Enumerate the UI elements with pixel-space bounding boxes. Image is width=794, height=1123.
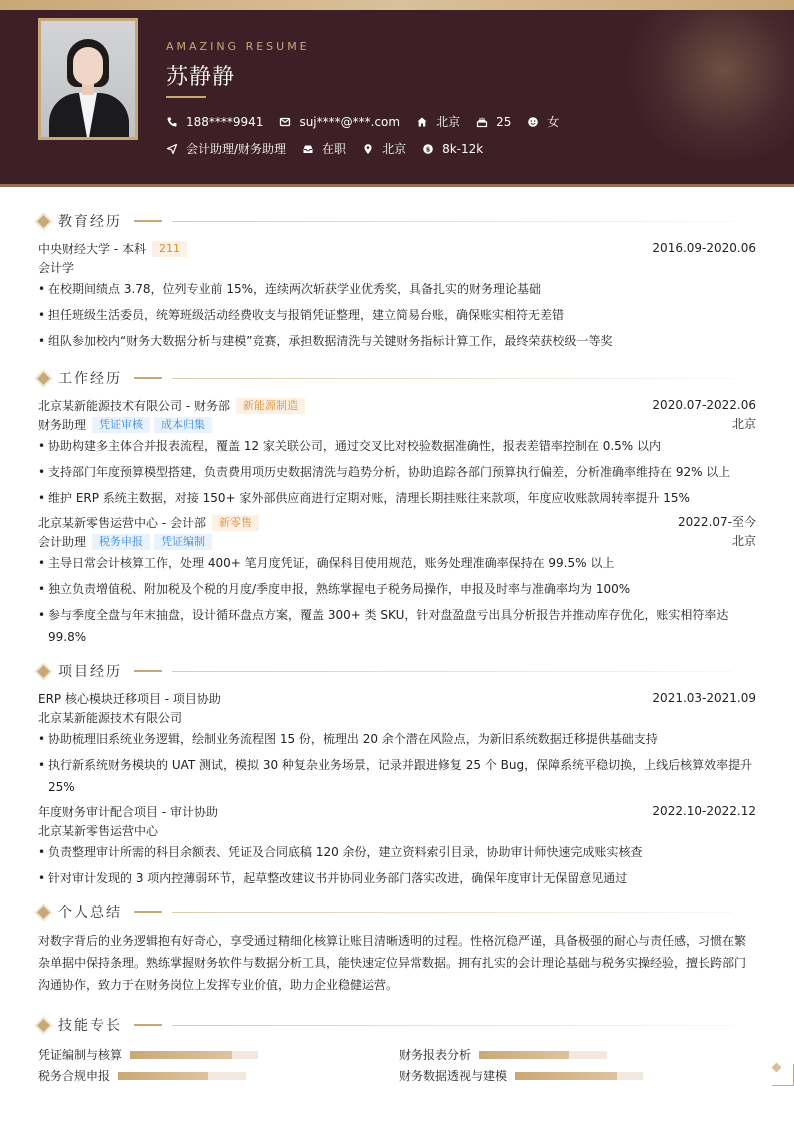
section-divider [172, 671, 732, 672]
diamond-icon [37, 372, 50, 385]
list-item: • 负责整理审计所需的科目余额表、凭证及合同底稿 120 余份，建立资料索引目录，协助审计师快速完成账实核查 [38, 841, 756, 863]
phone-icon [166, 116, 178, 128]
section-title: 教育经历 [58, 214, 122, 230]
list-item: • 针对审计发现的 3 项内控薄弱环节，起草整改建议书并协同业务部门落实改进，确保年度审计无保留意见通过 [38, 867, 756, 889]
top-accent-bar [0, 0, 794, 10]
project-header-row [38, 802, 756, 821]
section-title: 个人总结 [58, 905, 122, 921]
candidate-name: 苏静静 [166, 65, 236, 90]
diamond-icon [37, 665, 50, 678]
list-item: • 参与季度全盘与年末抽盘，设计循环盘点方案，覆盖 300+ 类 SKU，针对盘盈盘亏出具分析报告并推动库存优化，账实相符率达 99.8% [38, 604, 756, 648]
section-divider [172, 221, 732, 222]
gender-icon [527, 116, 539, 128]
skill-level-bar [130, 1051, 258, 1059]
project-header-row [38, 689, 756, 708]
list-item: • 维护 ERP 系统主数据，对接 150+ 家外部供应商进行定期对账，清理长期挂账往来款项，年度应收账款周转率提升 15% [38, 487, 756, 509]
skill-level-fill [515, 1072, 617, 1080]
project-org: 北京某新零售运营中心 [38, 824, 159, 838]
section-divider [172, 1025, 732, 1026]
job-role: 会计助理 [38, 535, 87, 549]
diamond-icon [37, 906, 50, 919]
contact-info-row [166, 113, 575, 130]
title-accent-line [134, 911, 162, 913]
title-accent-line [134, 377, 162, 379]
age-info [476, 115, 511, 129]
skill-tag: 凭证编制 [154, 534, 212, 550]
job-role-row [38, 532, 756, 551]
profile-photo [38, 18, 138, 140]
gender-info [527, 113, 559, 130]
job-header-row [38, 396, 756, 415]
gender-text: 女 [547, 115, 560, 129]
location-pin-icon [362, 143, 374, 155]
education-date: 2016.09-2020.06 [652, 241, 756, 255]
resume-kicker: AMAZING RESUME [166, 40, 310, 53]
header-bottom-line [0, 184, 794, 187]
project-name: 年度财务审计配合项目 - 审计协助 [38, 805, 218, 819]
target-city-info [362, 140, 406, 157]
job-date: 2020.07-2022.06 [652, 398, 756, 412]
work-section [38, 368, 756, 652]
home-icon [416, 116, 428, 128]
list-item: • 协助构建多主体合并报表流程，覆盖 12 家关联公司，通过交叉比对校验数据准确性，报表差错率控制在 0.5% 以内 [38, 435, 756, 457]
skills-section [38, 1015, 756, 1087]
hometown-info [416, 113, 460, 130]
skill-tag: 成本归集 [154, 417, 212, 433]
project-org-row [38, 821, 756, 840]
job-city: 北京 [731, 417, 756, 431]
skill-name: 财务报表分析 [399, 1048, 472, 1062]
major: 会计学 [38, 261, 75, 275]
phone-text: 188****9941 [186, 114, 264, 129]
salary-text: 8k-12k [442, 141, 484, 156]
mail-icon [279, 116, 291, 128]
phone-info [166, 115, 263, 129]
job-header-row [38, 513, 756, 532]
summary-section [38, 902, 756, 996]
skill-tag: 凭证审核 [92, 417, 150, 433]
skill-name: 凭证编制与核算 [38, 1048, 123, 1062]
section-header [38, 1015, 756, 1035]
industry-tag: 新能源制造 [236, 398, 305, 414]
salary-info [422, 142, 483, 156]
job-bullets [38, 552, 756, 648]
target-city-text: 北京 [382, 142, 407, 156]
skill-level-bar [515, 1072, 643, 1080]
list-item: • 在校期间绩点 3.78，位列专业前 15%，连续两次斩获学业优秀奖，具备扎实的财务理论基础 [38, 278, 756, 300]
email-text: suj****@***.com [299, 114, 401, 129]
target-position-info [166, 140, 286, 157]
title-accent-line [134, 670, 162, 672]
skill-item [38, 1046, 258, 1063]
list-item: • 协助梳理旧系统业务逻辑，绘制业务流程图 15 份，梳理出 20 余个潜在风险点，为新旧系统数据迁移提供基础支持 [38, 728, 756, 750]
svg-text:$: $ [425, 144, 431, 153]
target-position-text: 会计助理/财务助理 [186, 142, 287, 156]
age-text: 25 [496, 114, 512, 129]
job-status-text: 在职 [322, 142, 347, 156]
skill-tag: 税务申报 [92, 534, 150, 550]
job-intent-row [166, 140, 499, 157]
job-bullets [38, 435, 756, 509]
list-item: • 独立负责增值税、附加税及个税的月度/季度申报，熟练掌握电子税务局操作，申报及时率与准确率均为 100% [38, 578, 756, 600]
skill-item [399, 1046, 607, 1063]
skill-level-bar [118, 1072, 246, 1080]
projects-section [38, 661, 756, 893]
skill-name: 财务数据透视与建模 [399, 1069, 508, 1083]
title-accent-line [134, 1024, 162, 1026]
project-date: 2021.03-2021.09 [652, 691, 756, 705]
section-title: 技能专长 [58, 1018, 122, 1034]
hometown-text: 北京 [436, 115, 461, 129]
skill-name: 税务合规申报 [38, 1069, 111, 1083]
project-bullets [38, 841, 756, 889]
header-glow-decoration [614, 10, 794, 160]
project-name: ERP 核心模块迁移项目 - 项目协助 [38, 692, 221, 706]
skill-item [399, 1067, 643, 1084]
title-accent-line [134, 220, 162, 222]
tray-icon [302, 143, 314, 155]
section-divider [172, 378, 732, 379]
job-role-row [38, 415, 756, 434]
company-name: 北京某新能源技术有限公司 - 财务部 [38, 399, 230, 413]
project-org: 北京某新能源技术有限公司 [38, 711, 183, 725]
job-role: 财务助理 [38, 418, 87, 432]
skill-item [38, 1067, 246, 1084]
list-item: • 支持部门年度预算模型搭建，负责费用项历史数据清洗与趋势分析，协助追踪各部门预算执行偏差，分析准确率维持在 92% 以上 [38, 461, 756, 483]
summary-text: 对数字背后的业务逻辑抱有好奇心，享受通过精细化核算让账目清晰透明的过程。性格沉稳严谨，具备极强的耐心与责任感，习惯在繁杂单据中保持条理。熟练掌握财务软件与数据分析工具，能快速定位异常数据。拥有扎实的会计理论基础与税务实操经验，擅长跨部门沟通协作，致力于在财务岗位上发挥专业价值，助力企业稳健运营。 [38, 934, 747, 992]
list-item: • 主导日常会计核算工作，处理 400+ 笔月度凭证，确保科目使用规范，账务处理准确率保持在 99.5% 以上 [38, 552, 756, 574]
education-bullets [38, 278, 756, 352]
send-icon [166, 143, 178, 155]
list-item: • 执行新系统财务模块的 UAT 测试，模拟 30 种复杂业务场景，记录并跟进修复 25 个 Bug，保障系统平稳切换，上线后核算效率提升 25% [38, 754, 756, 798]
list-item: • 组队参加校内“财务大数据分析与建模”竞赛，承担数据清洗与关键财务指标计算工作，最终荣获校级一等奖 [38, 330, 756, 352]
name-underline [166, 96, 206, 98]
job-status-info [302, 140, 346, 157]
section-divider [172, 912, 732, 913]
skill-level-bar [479, 1051, 607, 1059]
section-title: 工作经历 [58, 371, 122, 387]
section-header [38, 661, 756, 681]
skills-grid [38, 1043, 756, 1087]
list-item: • 担任班级生活委员，统筹班级活动经费收支与报销凭证整理，建立简易台账，确保账实相符无差错 [38, 304, 756, 326]
education-major-row [38, 258, 756, 277]
school-name: 中央财经大学 - 本科 [38, 242, 146, 256]
skill-level-fill [118, 1072, 208, 1080]
email-info [279, 115, 400, 129]
industry-tag: 新零售 [212, 515, 259, 531]
project-date: 2022.10-2022.12 [652, 804, 756, 818]
project-org-row [38, 708, 756, 727]
education-section [38, 211, 756, 356]
skill-level-fill [479, 1051, 569, 1059]
section-header [38, 211, 756, 231]
diamond-icon [37, 1019, 50, 1032]
cake-icon [476, 116, 488, 128]
section-header [38, 902, 756, 922]
education-row [38, 239, 756, 258]
job-date: 2022.07-至今 [678, 515, 756, 529]
skill-level-fill [130, 1051, 232, 1059]
diamond-icon [37, 215, 50, 228]
project-bullets [38, 728, 756, 798]
company-name: 北京某新零售运营中心 - 会计部 [38, 516, 206, 530]
section-header [38, 368, 756, 388]
job-city: 北京 [731, 534, 756, 548]
section-title: 项目经历 [58, 664, 122, 680]
money-icon [422, 143, 434, 155]
school-tag: 211 [152, 241, 187, 257]
